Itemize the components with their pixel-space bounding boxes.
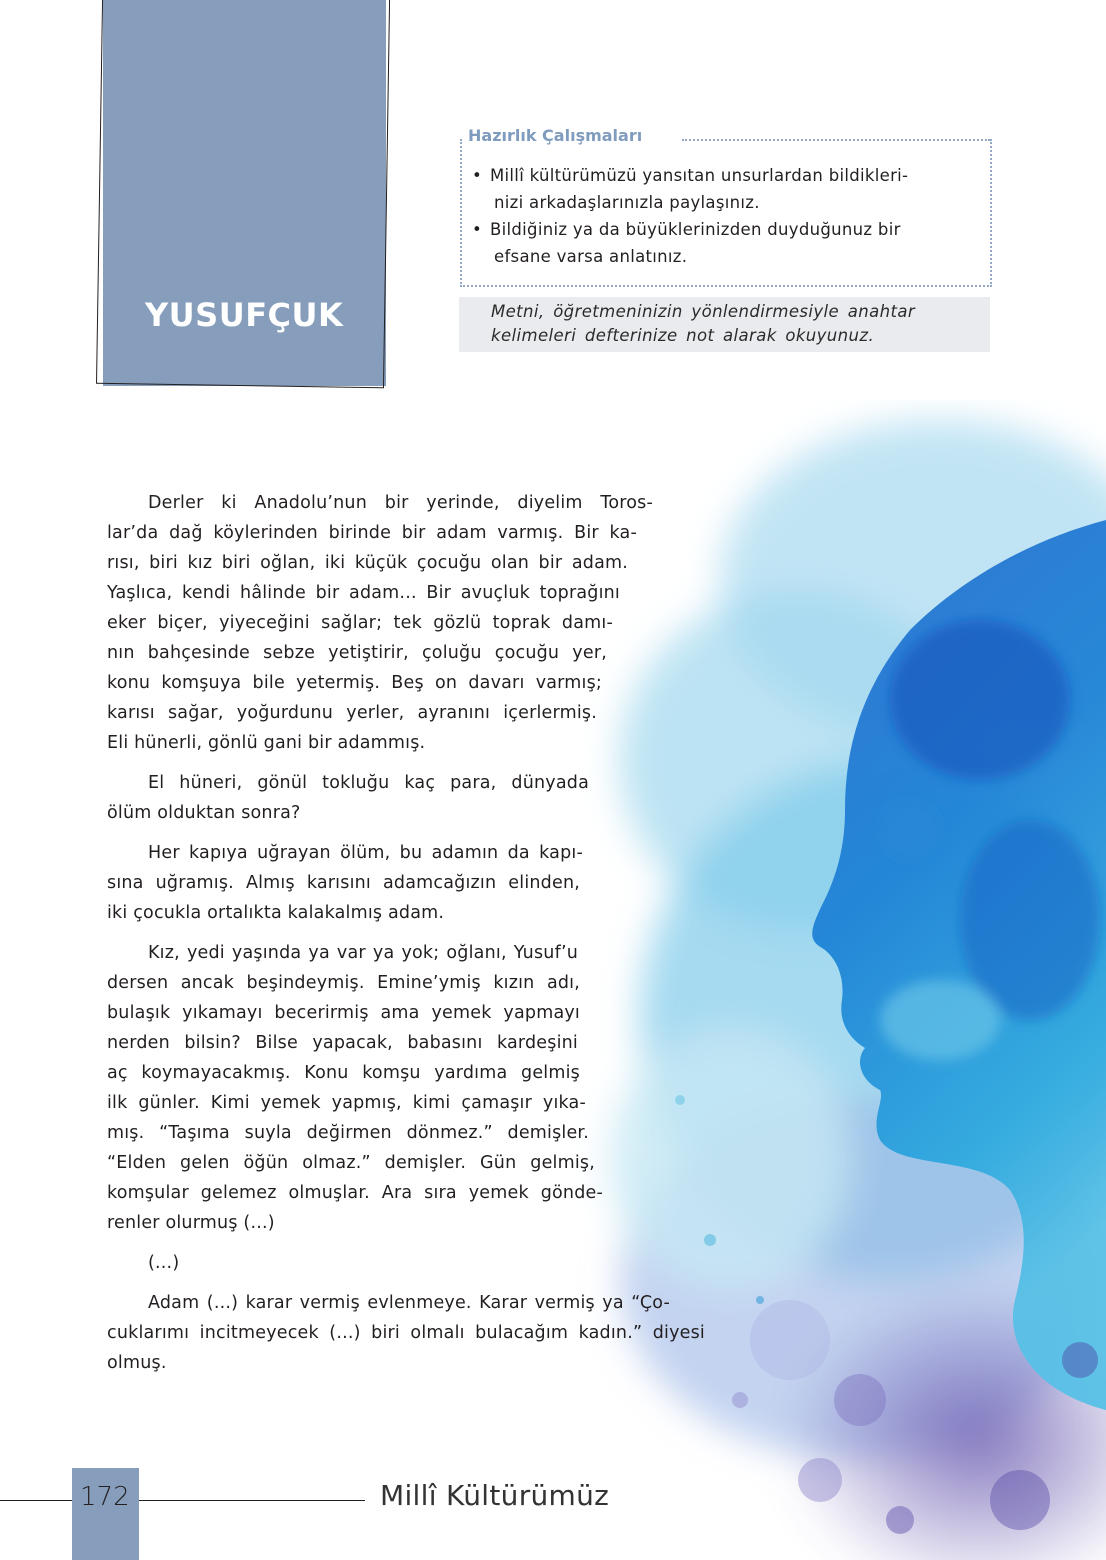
- preparation-box-top-border: [682, 139, 990, 141]
- bullet-icon: •: [472, 166, 483, 185]
- story-line: Kız, yedi yaşında ya var ya yok; oğlanı, Yusuf’u: [148, 943, 578, 963]
- book-title: Millî Kültürümüz: [380, 1479, 610, 1512]
- reading-instruction-text: Metni, öğretmeninizin yönlendirmesiyle anahtar kelimeleri defterinize not alarak okuyunuz.: [491, 302, 916, 345]
- story-line: Eli hünerli, gönlü gani bir adammış.: [107, 733, 426, 753]
- story-line: ölüm olduktan sonra?: [107, 803, 301, 823]
- reading-instruction: [459, 297, 990, 352]
- preparation-item-text: Millî kültürümüzü yansıtan unsurlardan bildikleri-: [490, 166, 909, 185]
- story-line: lar’da dağ köylerinden birinde bir adam varmış. Bir ka-: [107, 523, 637, 543]
- story-line: (...): [148, 1253, 180, 1273]
- story-line: karısı sağar, yoğurdunu yerler, ayranını içerlermiş.: [107, 703, 597, 723]
- story-line: eker biçer, yiyeceğini sağlar; tek gözlü toprak damı-: [107, 613, 613, 633]
- story-line: Adam (...) karar vermiş evlenmeye. Karar vermiş ya “Ço-: [148, 1293, 670, 1313]
- watercolor-head-illustration: [560, 400, 1106, 1560]
- lesson-title: YUSUFÇUK: [145, 296, 344, 334]
- bullet-icon: •: [472, 220, 483, 239]
- story-line: Yaşlıca, kendi hâlinde bir adam... Bir avuçluk toprağını: [107, 583, 620, 603]
- story-line: “Elden gelen öğün olmaz.” demişler. Gün gelmiş,: [107, 1153, 595, 1173]
- story-line: nerden bilsin? Bilse yapacak, babasını kardeşini: [107, 1033, 578, 1053]
- story-line: nın bahçesinde sebze yetiştirir, çoluğu çocuğu yer,: [107, 643, 607, 663]
- story-line: cuklarımı incitmeyecek (...) biri olmalı bulacağım kadın.” diyesi: [107, 1323, 705, 1343]
- story-line: ilk günler. Kimi yemek yapmış, kimi çamaşır yıka-: [107, 1093, 586, 1113]
- footer-rule: [0, 1500, 72, 1501]
- preparation-item: [472, 162, 982, 216]
- preparation-item-text: nizi arkadaşlarınızla paylaşınız.: [494, 193, 760, 212]
- story-line: dersen ancak beşindeymiş. Emine’ymiş kızın adı,: [107, 973, 580, 993]
- story-line: renler olurmuş (...): [107, 1213, 275, 1233]
- story-line: komşular gelemez olmuşlar. Ara sıra yemek gönde-: [107, 1183, 603, 1203]
- story-line: mış. “Taşıma suyla değirmen dönmez.” demişler.: [107, 1123, 589, 1143]
- story-line: aç koymayacakmış. Konu komşu yardıma gelmiş: [107, 1063, 580, 1083]
- story-line: El hüneri, gönül tokluğu kaç para, dünyada: [148, 773, 589, 793]
- story-line: rısı, biri kız biri oğlan, iki küçük çocuğu olan bir adam.: [107, 553, 628, 573]
- story-line: sına uğramış. Almış karısını adamcağızın elinden,: [107, 873, 580, 893]
- preparation-heading: Hazırlık Çalışmaları: [468, 126, 650, 145]
- story-line: bulaşık yıkamayı becerirmiş ama yemek yapmayı: [107, 1003, 580, 1023]
- story-line: konu komşuya bile yetermiş. Beş on davarı varmış;: [107, 673, 602, 693]
- preparation-item-text: efsane varsa anlatınız.: [494, 247, 688, 266]
- footer-rule: [139, 1500, 365, 1501]
- preparation-list: [472, 162, 982, 270]
- story-line: Her kapıya uğrayan ölüm, bu adamın da kapı-: [148, 843, 583, 863]
- story-line: olmuş.: [107, 1353, 167, 1373]
- preparation-item: [472, 216, 982, 270]
- page-number: 172: [80, 1482, 130, 1512]
- story-line: iki çocukla ortalıkta kalakalmış adam.: [107, 903, 445, 923]
- story-line: Derler ki Anadolu’nun bir yerinde, diyelim Toros-: [148, 493, 653, 513]
- preparation-item-text: Bildiğiniz ya da büyüklerinizden duyduğunuz bir: [490, 220, 901, 239]
